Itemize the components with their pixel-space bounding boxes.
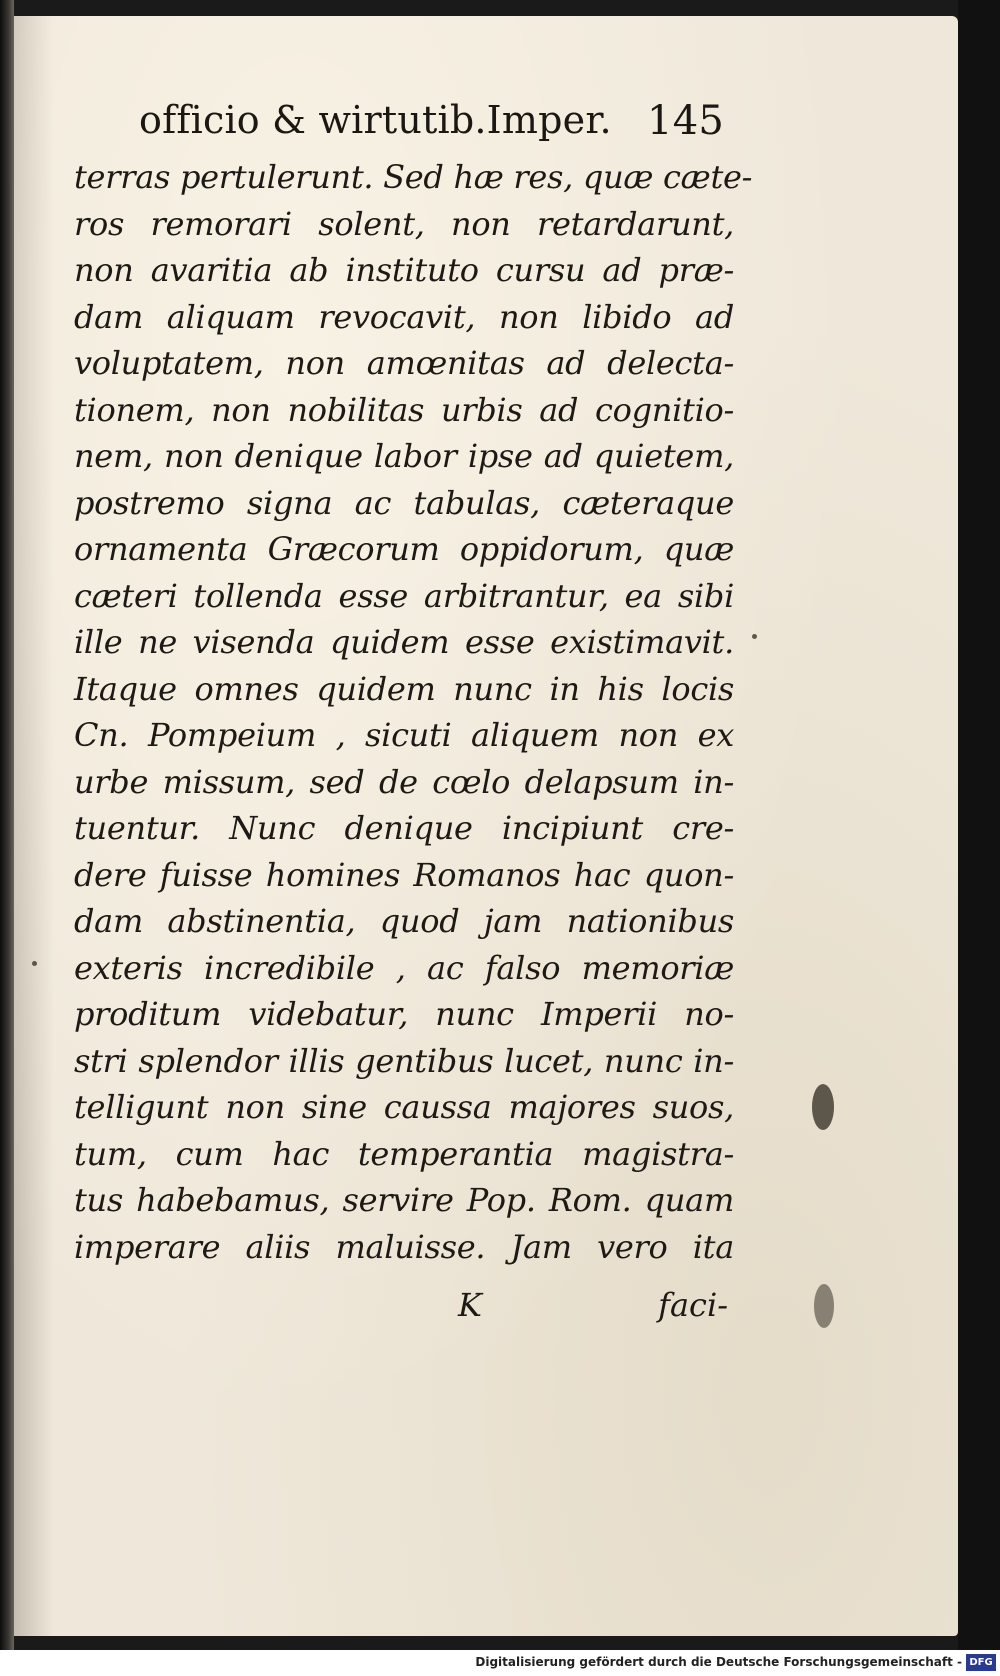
page-header <box>139 98 724 158</box>
text-line: dam abstinentia, quod jam nationibus <box>74 902 734 940</box>
text-line: tum, cum hac temperantia magistra- <box>74 1134 734 1173</box>
text-line: tus habebamus, servire Pop. Rom. quam <box>74 1181 734 1219</box>
page-number: 145 <box>647 98 724 144</box>
dfg-logo: DFG <box>966 1654 996 1671</box>
book-spine-edge <box>0 0 14 1650</box>
text-line: terras pertulerunt. Sed hæ res, quæ cæte- <box>74 158 753 196</box>
running-title: officio & wirtutib.Imper. <box>139 98 612 142</box>
text-line: cæteri tollenda esse arbitrantur, ea sibi <box>74 576 734 615</box>
catchword: faci- <box>658 1286 728 1324</box>
book-page <box>14 16 958 1636</box>
text-line: ille ne visenda quidem esse existimavit. <box>74 623 734 661</box>
digitization-credit: Digitalisierung gefördert durch die Deutsche Forschungsgemeinschaft - <box>475 1655 962 1669</box>
text-line: telligunt non sine caussa majores suos, <box>74 1088 734 1126</box>
text-line: dere fuisse homines Romanos hac quon- <box>74 855 734 894</box>
text-line: ornamenta Græcorum oppidorum, quæ <box>74 530 734 568</box>
signature-mark: K <box>458 1286 482 1324</box>
paper-speck <box>752 634 757 639</box>
text-line: stri splendor illis gentibus lucet, nunc in- <box>74 1041 734 1080</box>
ink-blot <box>814 1284 834 1328</box>
text-line: postremo signa ac tabulas, cæteraque <box>74 483 734 522</box>
scan-margin-right <box>958 0 1000 1650</box>
ink-blot <box>812 1084 834 1130</box>
text-line: tuentur. Nunc denique incipiunt cre- <box>74 809 734 847</box>
paper-speck <box>32 961 37 966</box>
text-line: exteris incredibile , ac falso memoriæ <box>74 948 734 987</box>
text-line: proditum videbatur, nunc Imperii no- <box>74 995 734 1033</box>
text-line: voluptatem, non amœnitas ad delecta- <box>74 344 734 382</box>
text-line: dam aliquam revocavit, non libido ad <box>74 297 734 336</box>
body-text <box>74 154 753 1270</box>
text-line: Cn. Pompeium , sicuti aliquem non ex <box>74 716 734 754</box>
text-line: urbe missum, sed de cœlo delapsum in- <box>74 762 734 801</box>
text-line: non avaritia ab instituto cursu ad præ- <box>74 251 734 289</box>
text-line: tionem, non nobilitas urbis ad cognitio- <box>74 390 734 429</box>
credit-bar <box>0 1650 1000 1676</box>
text-line: imperare aliis maluisse. Jam vero ita <box>74 1227 734 1266</box>
text-line: Itaque omnes quidem nunc in his locis <box>74 669 734 708</box>
text-line: ros remorari solent, non retardarunt, <box>74 204 734 243</box>
text-line: nem, non denique labor ipse ad quietem, <box>74 437 734 475</box>
page-footer <box>74 1286 734 1332</box>
